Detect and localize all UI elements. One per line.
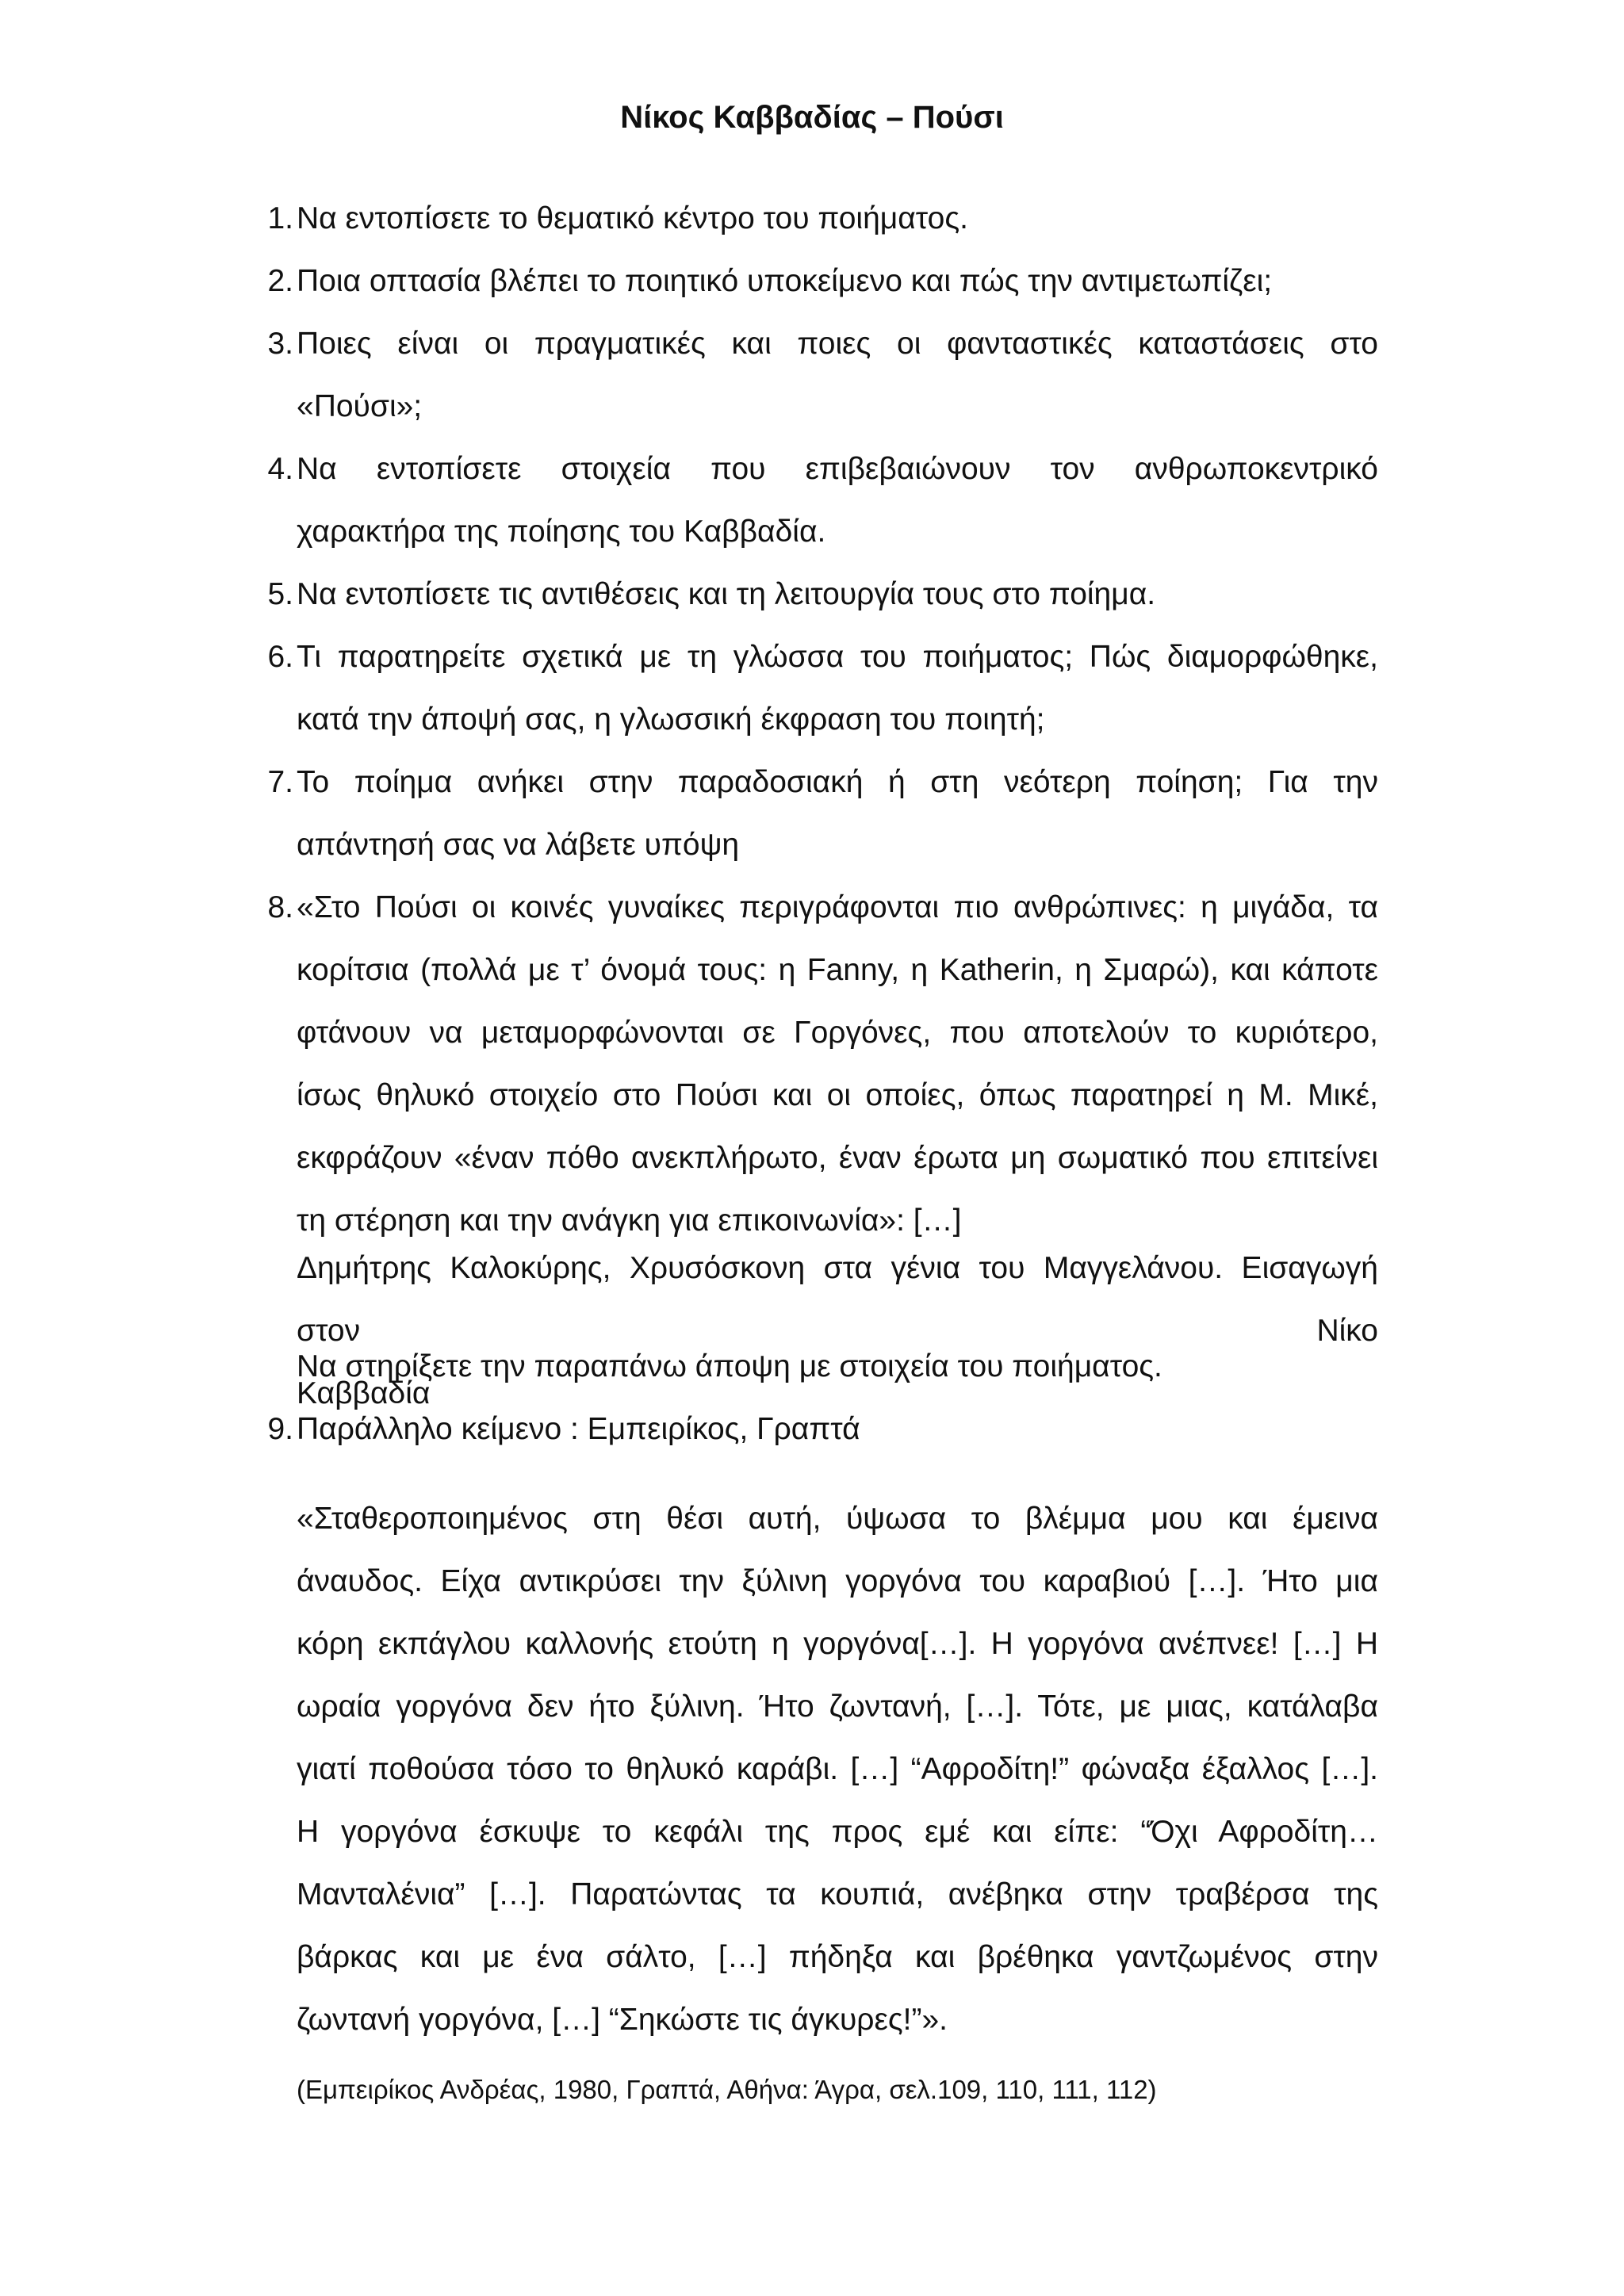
question-text [297,187,1378,250]
excerpt-line: γιατί ποθούσα τόσο το θηλυκό καράβι. […] “Αφροδίτη!” φώναξα έξαλλος […]. [297,1752,1378,1786]
question-text [297,626,1378,751]
question-line: Να εντοπίσετε τις αντιθέσεις και τη λειτουργία τους στο ποίημα. [297,577,1156,611]
question-line: Να εντοπίσετε στοιχεία που επιβεβαιώνουν τον ανθρωποκεντρικό [297,452,1378,486]
source-line: Καββαδία [297,1376,431,1410]
question-line: Τι παρατηρείτε σχετικά με τη γλώσσα του ποιήματος; Πώς διαμορφώθηκε, [297,640,1378,674]
document-title: Νίκος Καββαδίας – Πούσι [620,100,1004,135]
question-text [297,312,1378,438]
question-text [297,563,1378,626]
question-number: 5. [267,577,293,611]
question-text [297,438,1378,563]
excerpt-line: κόρη εκπάγλου καλλονής ετούτη η γοργόνα[…]. Η γοργόνα ανέπνεε! […] Η [297,1627,1378,1661]
question-line: «Πούσι»; [297,389,423,423]
question-line: κορίτσια (πολλά με τ’ όνομά τους: η Fanny, η Katherin, η Σμαρώ), και κάποτε [297,953,1378,987]
question-line: Ποιες είναι οι πραγματικές και ποιες οι φανταστικές καταστάσεις στο [297,327,1378,361]
question-8-task [297,1335,1378,1398]
question-line: φτάνουν να μεταμορφώνονται σε Γοργόνες, που αποτελούν το κυριότερο, [297,1016,1378,1050]
excerpt-line: «Σταθεροποιημένος στη θέσι αυτή, ύψωσα το βλέμμα μου και έμεινα [297,1502,1378,1536]
excerpt-line: ωραία γοργόνα δεν ήτο ξύλινη. Ήτο ζωντανή, […]. Τότε, με μιας, κατάλαβα [297,1689,1378,1724]
excerpt-line: άναυδος. Είχα αντικρύσει την ξύλινη γοργόνα του καραβιού […]. Ήτο μια [297,1564,1378,1598]
question-text [297,1398,1378,1460]
question-number: 7. [267,765,293,799]
question-line: Το ποίημα ανήκει στην παραδοσιακή ή στη νεότερη ποίηση; Για την [297,765,1378,799]
question-line: Να εντοπίσετε το θεματικό κέντρο του ποιήματος. [297,201,968,235]
question-quote [297,876,1378,1252]
parallel-text-excerpt [297,1487,1378,2051]
excerpt-line: ζωντανή γοργόνα, […] “Σηκώστε τις άγκυρες!”». [297,2003,948,2037]
excerpt-line: Η γοργόνα έσκυψε το κεφάλι της προς εμέ και είπε: “Όχι Αφροδίτη… [297,1815,1378,1849]
question-text [297,751,1378,876]
question-line: κατά την άποψή σας, η γλωσσική έκφραση του ποιητή; [297,702,1045,737]
question-line: εκφράζουν «έναν πόθο ανεκπλήρωτο, έναν έρωτα μη σωματικό που επιτείνει [297,1141,1378,1175]
question-line: απάντησή σας να λάβετε υπόψη [297,828,740,862]
excerpt-line: βάρκας και με ένα σάλτο, […] πήδηξα και βρέθηκα γαντζωμένος στην [297,1940,1378,1974]
question-number: 2. [267,264,293,298]
question-line: Ποια οπτασία βλέπει το ποιητικό υποκείμενο και πώς την αντιμετωπίζει; [297,264,1273,298]
question-line: χαρακτήρα της ποίησης του Καββαδία. [297,515,826,549]
question-text [297,250,1378,312]
question-line: τη στέρηση και την ανάγκη για επικοινωνία»: […] [297,1203,962,1238]
question-number: 3. [267,327,293,361]
question-number: 8. [267,890,293,924]
question-number: 1. [267,201,293,235]
excerpt-line: Μανταλένια” […]. Παρατώντας τα κουπιά, ανέβηκα στην τραβέρσα της [297,1877,1378,1911]
question-number: 9. [267,1412,293,1446]
question-number: 4. [267,452,293,486]
question-line: ίσως θηλυκό στοιχείο στο Πούσι και οι οποίες, όπως παρατηρεί η Μ. Μικέ, [297,1078,1378,1112]
question-number: 6. [267,640,293,674]
question-line: «Στο Πούσι οι κοινές γυναίκες περιγράφονται πιο ανθρώπινες: η μιγάδα, τα [297,890,1378,924]
source-line: Δημήτρης Καλοκύρης, Χρυσόσκονη στα γένια του Μαγγελάνου. Εισαγωγή στον Νίκο [297,1251,1378,1348]
question-line: Παράλληλο κείμενο : Εμπειρίκος, Γραπτά [297,1412,860,1446]
task-line: Να στηρίξετε την παραπάνω άποψη με στοιχεία του ποιήματος. [297,1349,1162,1383]
excerpt-source: (Εμπειρίκος Ανδρέας, 1980, Γραπτά, Αθήνα: Άγρα, σελ.109, 110, 111, 112) [297,2075,1157,2104]
